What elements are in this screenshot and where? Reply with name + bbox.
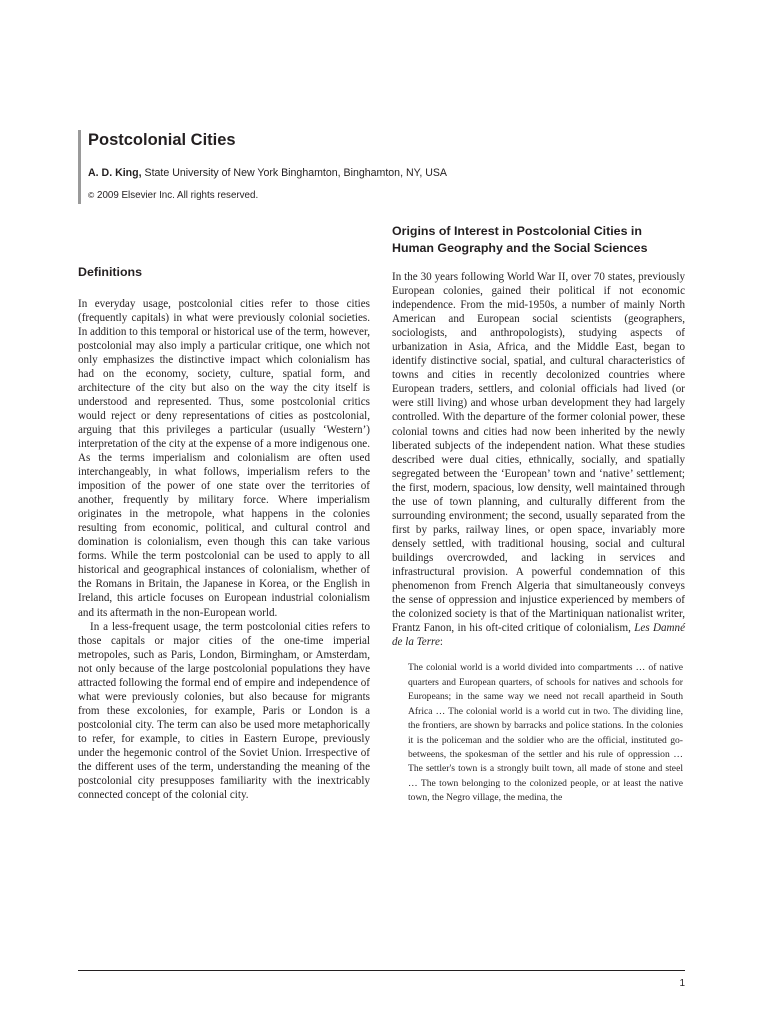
article-title: Postcolonial Cities	[88, 131, 236, 149]
header-accent-bar	[78, 130, 81, 204]
left-column	[78, 264, 370, 802]
right-column	[392, 223, 685, 806]
section-heading-origins: Origins of Interest in Postcolonial Cities in Human Geography and the Social Sciences	[392, 224, 648, 255]
footer-rule	[78, 970, 685, 971]
copyright-line	[88, 189, 258, 202]
page-number: 1	[679, 978, 685, 989]
book-title: Les Damné de la Terre	[392, 622, 686, 649]
block-quote: The colonial world is a world divided into compartments … of native quarters and European quarters, of schools for natives and schools for Europeans; in the same way we need not recall apartheid in South Africa … The colonial world is a world cut in two. The dividing line, the frontiers, are shown by barracks and police stations. In the colonies it is the policeman and the soldier who are the official, instituted go-betweens, the spokesman of the settler and his rule of oppression … The settler's town is a strongly built town, all made of stone and steel … The town belonging to the colonized people, or at least the native town, the Negro village, the medina, the	[408, 662, 683, 804]
author-name: A. D. King,	[88, 167, 142, 179]
author-line	[88, 166, 447, 180]
article-header	[78, 128, 698, 206]
body-paragraph: In everyday usage, postcolonial cities refer to those cities (frequently capitals) in what were previously colonial societies. In addition to this temporal or historical use of the term, however, postcolonial may also imply a particular critique, one which not only emphasizes the distinctive impact which colonialism has had on the economy, society, culture, spatial form, and architecture of the city but also on the way the city itself is understood and represented. Thus, some postcolonial critics would reject or deny representations of cities as postcolonial, arguing that this privileges a particular (usually ‘Western’) interpretation of the city at the expense of a more indigenous one. As the terms imperialism and colonialism are often used interchangeably, in what follows, imperialism refers to the imposition of the power of one state over the territories of another, frequently by military force. Where imperialism originates in the metropole, what happens in the colonies resulting from economic, political, and cultural control and domination is colonialism, even though this can take various forms. While the term postcolonial can be used to apply to all historical and geographical instances of colonialism, whether of the Romans in Britain, the Japanese in Korea, or the English in Ireland, this article focuses on European industrial colonialism and its aftermath in the non-European world.	[78, 297, 370, 619]
body-paragraph-text: In the 30 years following World War II, over 70 states, previously European colonies, gained their political if not economic independence. From the mid-1950s, a number of mainly North American and European social scientists (geographers, sociologists, and anthropologists), studying aspects of urbanization in Asia, Africa, and the Middle East, began to identify distinctive social, spatial, and cultural characteristics of towns and cities in recently decolonized countries where European traders, settlers, and colonial officials had lived (or were still living) and whose urban development they had largely controlled. With the departure of the former colonial power, these colonial towns and cities had now been inherited by the newly liberated subjects of the independent nation. What these studies described were dual cities, ethnically, socially, and spatially segregated between the ‘European’ town and ‘native’ settlement; the first, modern, spacious, low density, well maintained through the use of town planning, and culturally different from the surrounding environment; the second, usually separated from the first by parks, railway lines, or open space, invariably more densely settled, with traditional housing, social and cultural buildings overcrowded, and lacking in services and infrastructural provision. A powerful condemnation of this phenomenon from French Algeria that simultaneously conveys the sense of oppression and injustice experienced by members of the colonized society is that of the Martiniquan nationalist writer, Frantz Fanon, in his oft-cited critique of colonialism,	[392, 271, 685, 635]
book-title-colon: :	[439, 636, 443, 649]
body-paragraph	[392, 270, 685, 649]
author-affiliation: State University of New York Binghamton, Binghamton, NY, USA	[144, 167, 447, 179]
copyright-symbol: ©	[88, 190, 95, 200]
body-paragraph: In a less-frequent usage, the term postcolonial cities refers to those capitals or major cities of the one-time imperial metropoles, such as Paris, London, Birmingham, or Amsterdam, not only because of the large postcolonial populations they have attracted following the formal end of empire and independence of what were previously colonies, but also because for migrants from these excolonies, for example, Paris or London is a postcolonial city. The term can also be used more metaphorically to refer, for example, to cities in Eastern Europe, previously under the hegemonic control of the Soviet Union. Irrespective of the different uses of the term, understanding the meaning of the postcolonial city presupposes familiarity with the inextricably connected concept of the colonial city.	[78, 620, 370, 802]
section-heading-definitions: Definitions	[78, 265, 143, 279]
copyright-text: 2009 Elsevier Inc. All rights reserved.	[97, 190, 259, 201]
